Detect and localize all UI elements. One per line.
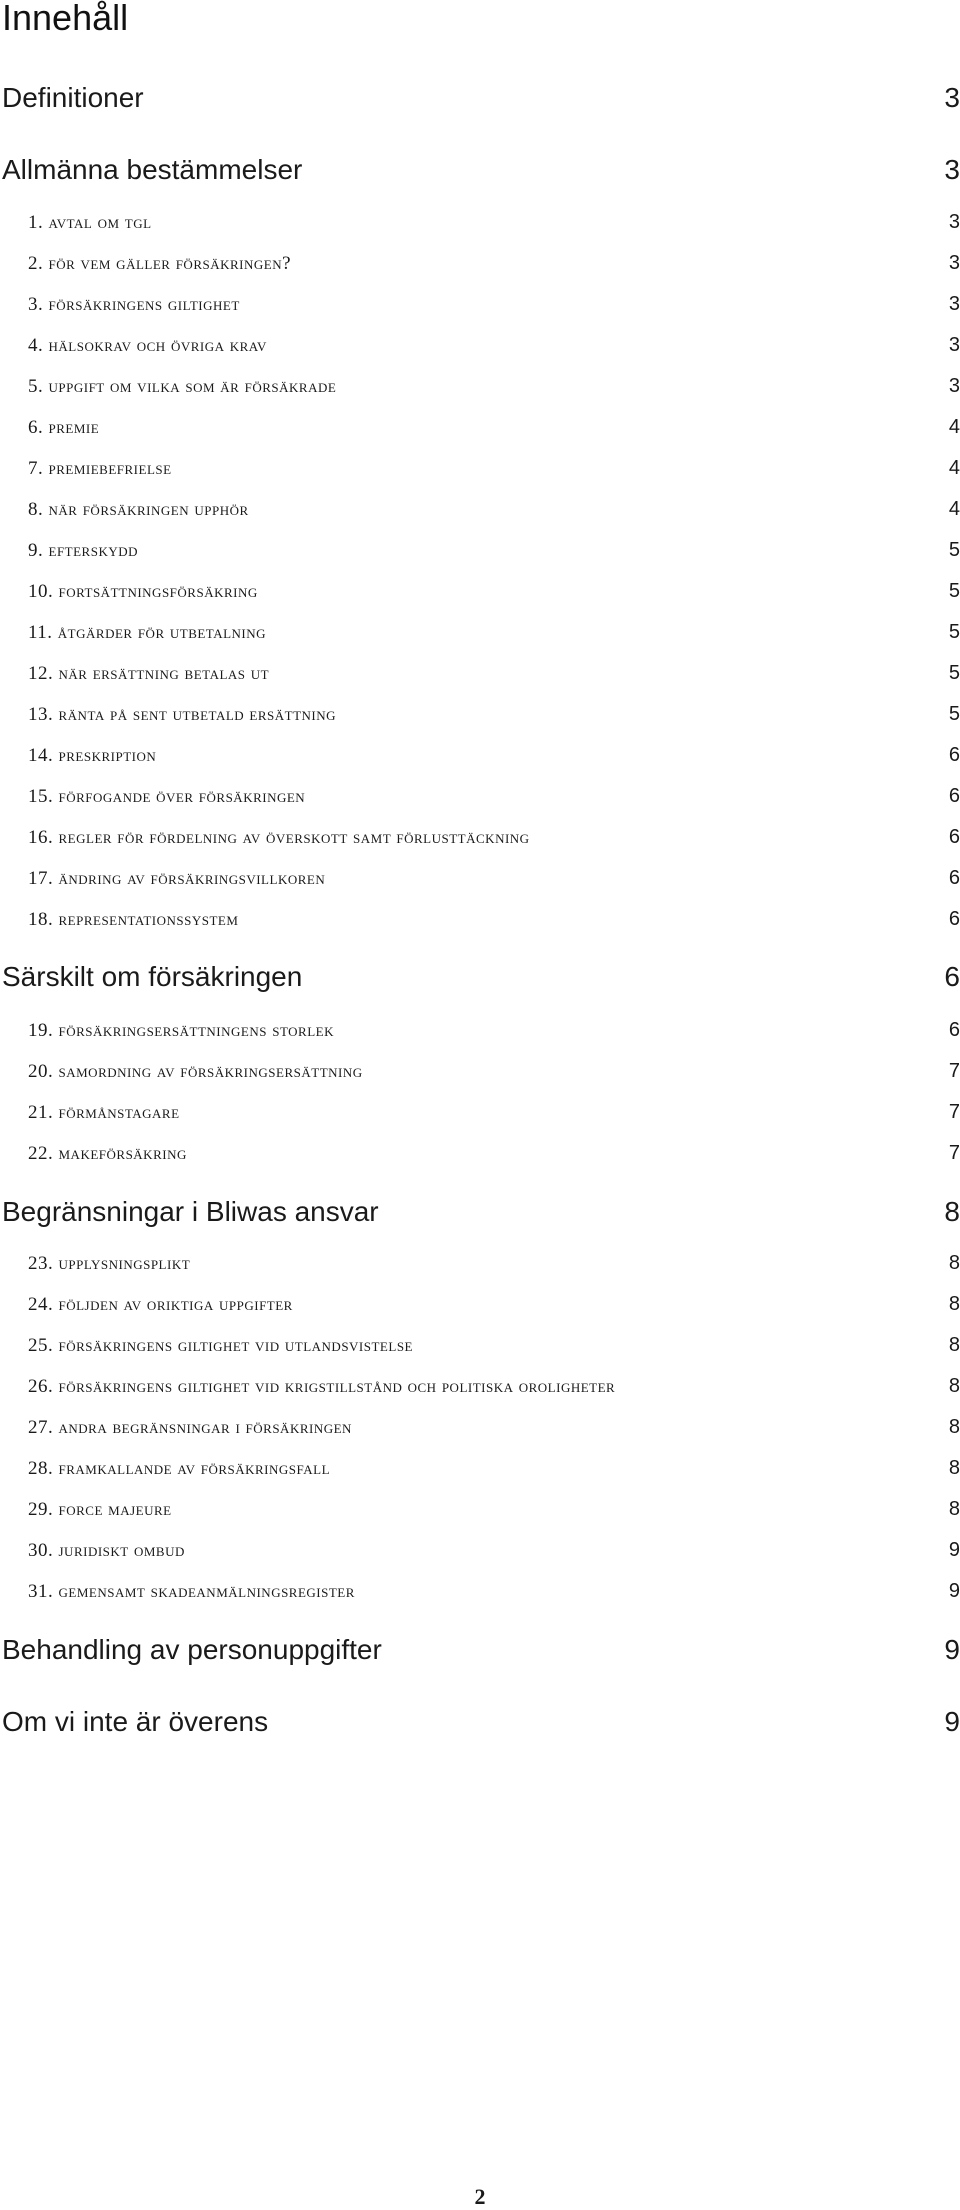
toc-section[interactable] [0, 80, 960, 116]
toc-section[interactable] [0, 1704, 960, 1740]
toc-item-title [0, 1333, 413, 1359]
toc-item-title [0, 333, 267, 359]
toc-page-number: 6 [948, 867, 960, 889]
toc-item[interactable] [0, 373, 960, 400]
toc-page-number: 8 [948, 1293, 960, 1315]
toc-item-title [0, 1100, 180, 1126]
toc-item-label: försäkringens giltighet [48, 294, 240, 315]
toc-page-number: 8 [948, 1416, 960, 1438]
toc-item-label: försäkringens giltighet vid krigstillstånd och politiska oroligheter [58, 1376, 616, 1397]
toc-item-title [0, 1018, 334, 1044]
toc-item-number: 18. [28, 909, 54, 930]
toc-item[interactable] [0, 1058, 960, 1085]
toc-page-number: 8 [948, 1375, 960, 1397]
page-title: Innehåll [2, 0, 129, 38]
toc-page-number: 3 [948, 293, 960, 315]
toc-item-number: 14. [28, 745, 54, 766]
toc-page-number: 8 [948, 1252, 960, 1274]
toc-item-number: 31. [28, 1581, 54, 1602]
toc-page-number: 8 [944, 1196, 960, 1227]
toc-page-number: 9 [944, 1706, 960, 1737]
toc-page-number: 9 [948, 1539, 960, 1561]
toc-section-title: Allmänna bestämmelser [2, 154, 303, 185]
toc-item-label: ränta på sent utbetald ersättning [58, 704, 337, 725]
toc-item-label: makeförsäkring [58, 1143, 187, 1164]
toc-page-number: 4 [948, 498, 960, 520]
toc-page-number: 8 [948, 1334, 960, 1356]
toc-item-number: 24. [28, 1294, 54, 1315]
toc-item-title [0, 292, 240, 318]
toc-page-number: 9 [948, 1580, 960, 1602]
toc-item-number: 23. [28, 1253, 54, 1274]
toc-item-number: 19. [28, 1020, 54, 1041]
toc-item-title [0, 825, 530, 851]
toc-item-label: fortsättningsförsäkring [58, 581, 258, 602]
toc-item[interactable] [0, 209, 960, 236]
toc-item-title [0, 661, 269, 687]
toc-item-number: 5. [28, 376, 44, 397]
toc-section-title: Särskilt om försäkringen [2, 961, 303, 992]
toc-page-number: 7 [948, 1060, 960, 1082]
toc-item-number: 21. [28, 1102, 54, 1123]
toc-item-label: samordning av försäkringsersättning [58, 1061, 363, 1082]
toc-item-number: 7. [28, 458, 44, 479]
toc-item-label: uppgift om vilka som är försäkrade [48, 376, 337, 397]
toc-item-label: efterskydd [48, 540, 139, 561]
toc-item-title [0, 1059, 363, 1085]
toc-section-title: Definitioner [2, 82, 144, 113]
toc-item-number: 12. [28, 663, 54, 684]
toc-item-title [0, 1374, 615, 1400]
toc-page-number: 6 [948, 826, 960, 848]
toc-page-number: 5 [948, 539, 960, 561]
toc-item[interactable] [0, 1537, 960, 1564]
toc-item-number: 15. [28, 786, 54, 807]
toc-item-title [0, 1538, 185, 1564]
toc-item-number: 26. [28, 1376, 54, 1397]
toc-item-label: gemensamt skadeanmälningsregister [58, 1581, 355, 1602]
toc-item-label: andra begränsningar i försäkringen [58, 1417, 352, 1438]
toc-item-title [0, 210, 152, 236]
toc-page-number: 3 [948, 252, 960, 274]
toc-section[interactable] [0, 1632, 960, 1668]
toc-item-label: för vem gäller försäkringen? [48, 253, 292, 274]
toc-item[interactable] [0, 1140, 960, 1167]
toc-item-label: försäkringens giltighet vid utlandsvistelse [58, 1335, 413, 1356]
toc-item-number: 11. [28, 622, 53, 643]
toc-item-title [0, 620, 266, 646]
toc-item[interactable] [0, 1332, 960, 1359]
toc-item-title [0, 415, 99, 441]
toc-item[interactable] [0, 1578, 960, 1605]
toc-section-title: Om vi inte är överens [2, 1706, 269, 1737]
toc-item[interactable] [0, 332, 960, 359]
toc-item-label: när försäkringen upphör [48, 499, 249, 520]
toc-item-title [0, 907, 238, 933]
toc-item-title [0, 456, 172, 482]
toc-item[interactable] [0, 906, 960, 933]
toc-item-title [0, 1456, 330, 1482]
toc-item-number: 17. [28, 868, 54, 889]
toc-item[interactable] [0, 291, 960, 318]
toc-item-label: preskription [58, 745, 157, 766]
toc-item[interactable] [0, 1250, 960, 1277]
toc-item-title [0, 784, 305, 810]
toc-item-number: 22. [28, 1143, 54, 1164]
toc-item-number: 6. [28, 417, 44, 438]
toc-item-label: framkallande av försäkringsfall [58, 1458, 331, 1479]
toc-item-title [0, 579, 258, 605]
toc-item[interactable] [0, 619, 960, 646]
toc-item-number: 16. [28, 827, 54, 848]
toc-item[interactable] [0, 1017, 960, 1044]
toc-page-number: 7 [948, 1142, 960, 1164]
toc-item[interactable] [0, 1455, 960, 1482]
toc-item-number: 3. [28, 294, 44, 315]
toc-item-label: force majeure [58, 1499, 172, 1520]
toc-item-label: förmånstagare [58, 1102, 180, 1123]
toc-item-label: när ersättning betalas ut [58, 663, 270, 684]
toc-page-number: 6 [948, 1019, 960, 1041]
toc-page-number: 5 [948, 621, 960, 643]
toc-item[interactable] [0, 865, 960, 892]
toc-item[interactable] [0, 496, 960, 523]
toc-section-title: Behandling av personuppgifter [2, 1634, 382, 1665]
toc-item-number: 27. [28, 1417, 54, 1438]
toc-item-title [0, 497, 249, 523]
toc-item-title [0, 251, 291, 277]
toc-item[interactable] [0, 537, 960, 564]
toc-section[interactable] [0, 959, 960, 995]
toc-page-number: 5 [948, 703, 960, 725]
toc-item[interactable] [0, 660, 960, 687]
toc-item[interactable] [0, 1373, 960, 1400]
toc-item-number: 4. [28, 335, 44, 356]
toc-item[interactable] [0, 414, 960, 441]
toc-page-number: 6 [944, 961, 960, 992]
toc-page-number: 9 [944, 1634, 960, 1665]
toc-page-number: 3 [948, 375, 960, 397]
toc-page-number: 3 [944, 154, 960, 185]
toc-item[interactable] [0, 783, 960, 810]
toc-item-label: åtgärder för utbetalning [57, 622, 267, 643]
toc-item-number: 2. [28, 253, 44, 274]
toc-item-label: följden av oriktiga uppgifter [58, 1294, 293, 1315]
toc-item-title [0, 1579, 355, 1605]
toc-item-number: 13. [28, 704, 54, 725]
toc-page-number: 3 [948, 334, 960, 356]
toc-item-label: premie [48, 417, 100, 438]
toc-page-number: 6 [948, 744, 960, 766]
toc-section[interactable] [0, 1194, 960, 1230]
toc-item[interactable] [0, 1291, 960, 1318]
toc-item-number: 10. [28, 581, 54, 602]
toc-item-label: försäkringsersättningens storlek [58, 1020, 334, 1041]
toc-item[interactable] [0, 1414, 960, 1441]
toc-item-label: representationssystem [58, 909, 239, 930]
toc-item-title [0, 866, 325, 892]
toc-page-number: 4 [948, 457, 960, 479]
toc-section[interactable] [0, 152, 960, 188]
toc-item-label: avtal om tgl [48, 212, 152, 233]
toc-item-label: juridiskt ombud [58, 1540, 185, 1561]
toc-item[interactable] [0, 1496, 960, 1523]
toc-page-number: 8 [948, 1498, 960, 1520]
toc-item-label: förfogande över försäkringen [58, 786, 306, 807]
toc-item[interactable] [0, 250, 960, 277]
toc-page-number: 5 [948, 662, 960, 684]
toc-item-number: 25. [28, 1335, 54, 1356]
toc-item-title [0, 1292, 293, 1318]
toc-item-number: 20. [28, 1061, 54, 1082]
toc-item-number: 9. [28, 540, 44, 561]
toc-item[interactable] [0, 701, 960, 728]
toc-item-number: 8. [28, 499, 44, 520]
toc-item-title [0, 702, 336, 728]
toc-item[interactable] [0, 824, 960, 851]
toc-item-title [0, 1497, 172, 1523]
toc-page-number: 8 [948, 1457, 960, 1479]
toc-page-number: 5 [948, 580, 960, 602]
toc-page-number: 6 [948, 785, 960, 807]
toc-item-title [0, 1141, 187, 1167]
toc-page-number: 4 [948, 416, 960, 438]
footer-page-number: 2 [474, 2184, 486, 2209]
toc-item[interactable] [0, 742, 960, 769]
toc-page-number: 3 [948, 211, 960, 233]
toc-item-number: 29. [28, 1499, 54, 1520]
toc-item-title [0, 538, 138, 564]
toc-page-number: 7 [948, 1101, 960, 1123]
toc-page-number: 3 [944, 82, 960, 113]
toc-item-number: 1. [28, 212, 44, 233]
toc-item[interactable] [0, 1099, 960, 1126]
toc-item-label: hälsokrav och övriga krav [48, 335, 267, 356]
toc-item[interactable] [0, 578, 960, 605]
toc-page-number: 6 [948, 908, 960, 930]
toc-item[interactable] [0, 455, 960, 482]
toc-item-label: regler för fördelning av överskott samt förlusttäckning [58, 827, 530, 848]
toc-item-label: premiebefrielse [48, 458, 172, 479]
toc-item-title [0, 1251, 190, 1277]
toc-item-number: 30. [28, 1540, 54, 1561]
toc-item-label: upplysningsplikt [58, 1253, 191, 1274]
toc-item-number: 28. [28, 1458, 54, 1479]
toc-item-label: ändring av försäkringsvillkoren [58, 868, 326, 889]
toc-item-title [0, 743, 156, 769]
toc-section-title: Begränsningar i Bliwas ansvar [2, 1196, 379, 1227]
toc-item-title [0, 1415, 352, 1441]
toc-item-title [0, 374, 336, 400]
